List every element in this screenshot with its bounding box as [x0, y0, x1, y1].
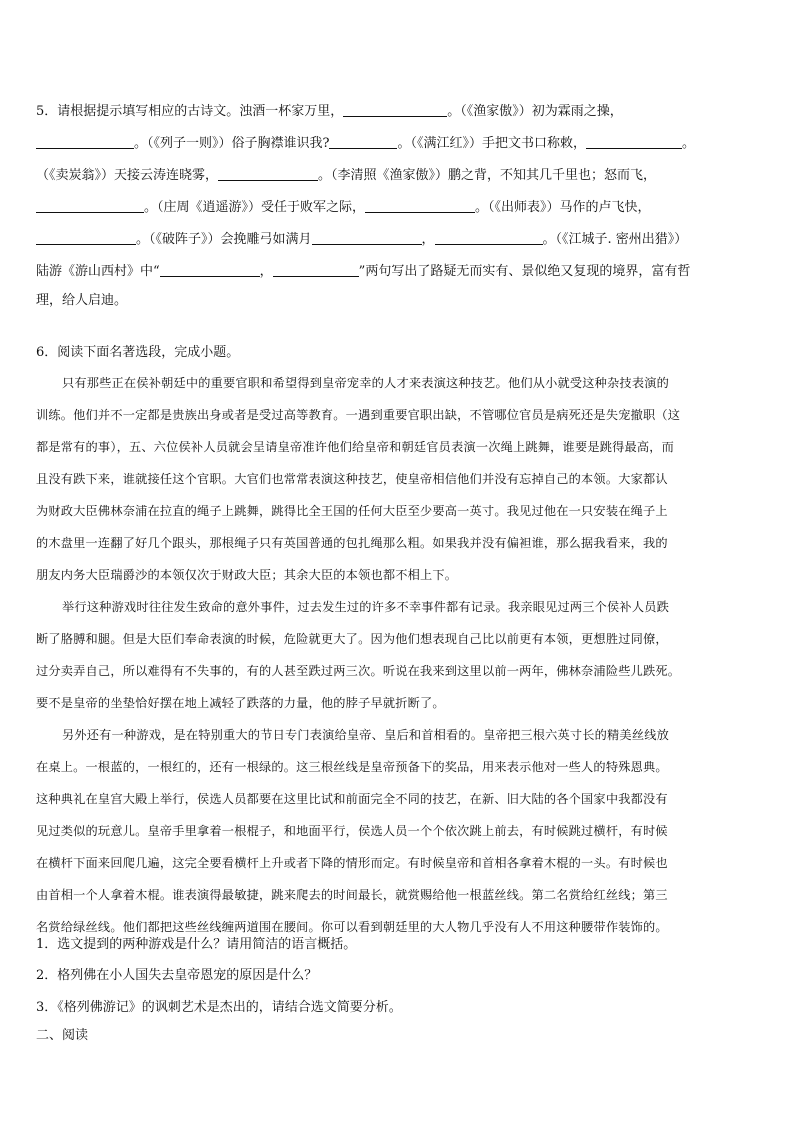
passage-line: 另外还有一种游戏，是在特别重大的节日专门表演给皇帝、皇后和首相看的。皇帝把三根六英寸长的精美丝线放 — [62, 728, 669, 742]
answer-blank[interactable] — [160, 263, 260, 277]
subquestion-3: 3．《格列佛游记》的讽刺艺术是杰出的，请结合选文简要分析。 — [36, 1000, 402, 1015]
answer-blank[interactable] — [365, 199, 475, 213]
answer-blank[interactable] — [218, 167, 318, 181]
q5-text: 。（《出师表》）马作的卢飞快， — [475, 200, 651, 215]
answer-blank[interactable] — [312, 231, 422, 245]
answer-blank[interactable] — [273, 263, 359, 277]
passage-line: 名赏给绿丝线。他们都把这些丝线缠两道围在腰间。你可以看到朝廷里的大人物几乎没有人不用这种腰带作装饰的。 — [36, 920, 668, 934]
q5-line-5 — [0, 231, 794, 249]
q5-text: 。（李清照《渔家傲》）鹏之背，不知其几千里也；怒而飞， — [318, 168, 657, 183]
q5-line-6 — [0, 263, 794, 281]
passage-line: 举行这种游戏时往往发生致命的意外事件，过去发生过的许多不幸事件都有记录。我亲眼见过两三个侯补人员跌 — [62, 600, 669, 614]
q5-line-2 — [0, 135, 794, 153]
subquestion-1: 1．选文提到的两种游戏是什么？请用简洁的语言概括。 — [36, 937, 357, 952]
passage-paragraph-2 — [36, 598, 762, 726]
passage-line: 且没有跌下来，谁就接任这个官职。大官们也常常表演这种技艺，使皇帝相信他们并没有忘掉自己的本领。大家都认 — [36, 472, 668, 486]
passage-line: 为财政大臣佛林奈浦在拉直的绳子上跳舞，跳得比全王国的任何大臣至少要高一英寸。我见过他在一只安装在绳子上 — [36, 504, 668, 518]
q5-text: 5．请根据提示填写相应的古诗文。浊酒一杯家万里， — [36, 104, 344, 119]
subquestion-2: 2．格列佛在小人国失去皇帝恩宠的原因是什么？ — [36, 968, 318, 983]
passage-line: 断了胳膊和腿。但是大臣们奉命表演的时候，危险就更大了。因为他们想表现自己比以前更有本领，更想胜过同僚， — [36, 632, 668, 646]
passage-paragraph-1 — [36, 374, 762, 598]
q6-title: 6．阅读下面名著选段，完成小题。 — [36, 345, 240, 360]
q5-line-3 — [0, 167, 794, 185]
q5-text: 陆游《游山西村》中“ — [36, 264, 160, 279]
passage-paragraph-3 — [36, 726, 762, 950]
passage-line: 由首相一个人拿着木棍。谁表演得最敏捷，跳来爬去的时间最长，就赏赐给他一根蓝丝线。第二名赏给红丝线；第三 — [36, 888, 668, 902]
passage-line: 的木盘里一连翻了好几个跟头，那根绳子只有英国普通的包扎绳那么粗。如果我并没有偏袒谁，那么据我看来，我的 — [36, 536, 668, 550]
answer-blank[interactable] — [435, 231, 543, 245]
q5-line-4 — [0, 199, 794, 217]
q5-text: （《卖炭翁》）天接云涛连晓雾， — [36, 168, 219, 183]
q5-text: ”两句写出了路疑无而实有、景似绝又复现的境界，富有哲 — [358, 264, 691, 279]
answer-blank[interactable] — [586, 135, 682, 149]
q5-text: 。（《列子一则》）俗子胸襟谁识我? — [134, 136, 330, 151]
answer-blank[interactable] — [329, 135, 397, 149]
passage-line: 这种典礼在皇宫大殿上举行，侯选人员都要在这里比试和前面完全不同的技艺，在新、旧大陆的各个国家中我都没有 — [36, 792, 668, 806]
answer-blank[interactable] — [36, 199, 144, 213]
q5-text: 。 — [682, 136, 696, 151]
answer-blank[interactable] — [36, 135, 134, 149]
q5-text: 。（庄周《逍遥游》）受任于败军之际， — [144, 200, 366, 215]
q5-text: 。（《渔家傲》）初为霖雨之操， — [447, 104, 623, 119]
passage-line: 都是常有的事），五、六位侯补人员就会呈请皇帝准许他们给皇帝和朝廷官员表演一次绳上跳舞，谁要是跳得最高，而 — [36, 440, 675, 454]
answer-blank[interactable] — [343, 103, 447, 117]
q5-line-7: 理，给人启迪。 — [36, 293, 128, 308]
passage-line: 见过类似的玩意儿。皇帝手里拿着一根棍子，和地面平行，侯选人员一个个依次跳上前去，有时候跳过横杆，有时候 — [36, 824, 668, 838]
passage-line: 在桌上。一根蓝的，一根红的，还有一根绿的。这三根丝线是皇帝预备下的奖品，用来表示他对一些人的特殊恩典。 — [36, 760, 668, 774]
q5-text: 。（《满江红》）手把文书口称敕， — [397, 136, 586, 151]
q5-line-1 — [0, 103, 794, 121]
passage-line: 训练。他们并不一定都是贵族出身或者是受过高等教育。一遇到重要官职出缺，不管哪位官员是病死还是失宠撤职（这 — [36, 408, 681, 422]
q5-text: ， — [421, 232, 435, 247]
passage-line: 过分卖弄自己，所以难得有不失事的，有的人甚至跌过两三次。听说在我来到这里以前一两年，佛林奈浦险些儿跌死。 — [36, 664, 681, 678]
q5-text: ， — [259, 264, 273, 279]
q5-text: 。（《江城子. 密州出猎》） — [542, 232, 688, 247]
passage-line: 只有那些正在侯补朝廷中的重要官职和希望得到皇帝宠幸的人才来表演这种技艺。他们从小就受这种杂技表演的 — [62, 376, 669, 390]
q5-text: 。（《破阵子》）会挽雕弓如满月 — [136, 232, 312, 247]
passage-line: 朋友内务大臣瑞爵沙的本领仅次于财政大臣；其余大臣的本领也都不相上下。 — [36, 568, 458, 582]
passage-line: 在横杆下面来回爬几遍，这完全要看横杆上升或者下降的情形而定。有时候皇帝和首相各拿着木棍的一头。有时候也 — [36, 856, 668, 870]
section-heading: 二、阅读 — [36, 1028, 89, 1043]
answer-blank[interactable] — [36, 231, 136, 245]
passage-line: 要不是皇帝的坐垫恰好摆在地上减轻了跌落的力量，他的脖子早就折断了。 — [36, 696, 445, 710]
